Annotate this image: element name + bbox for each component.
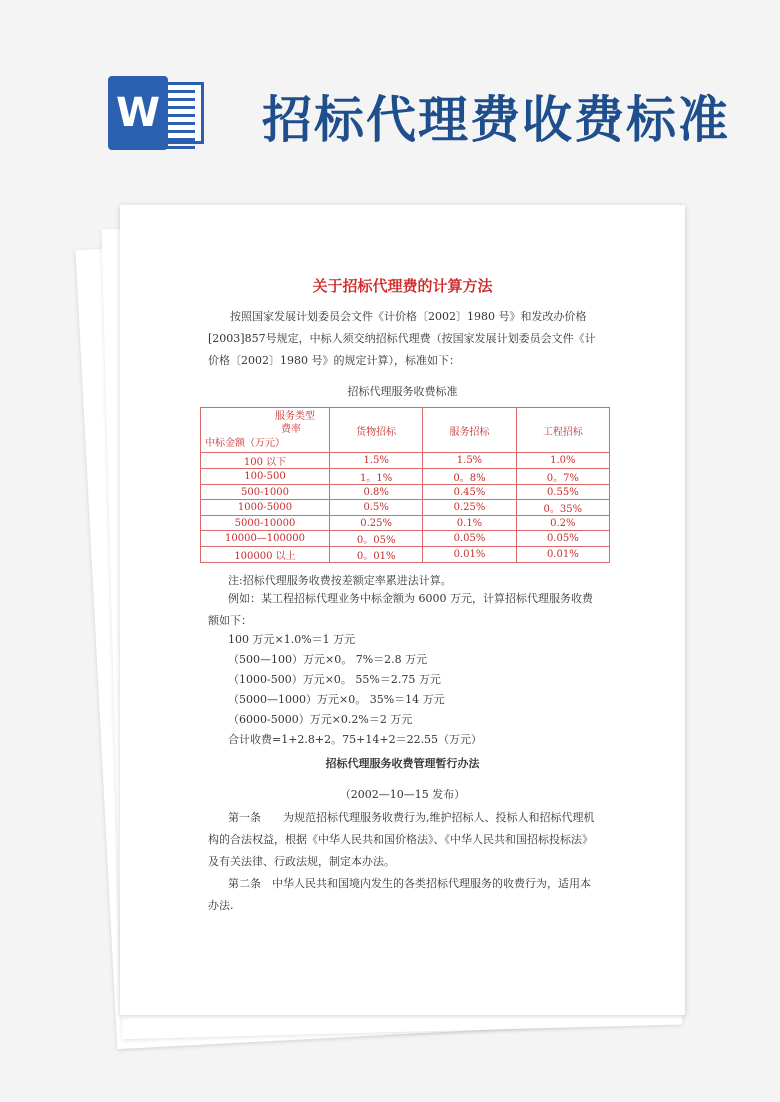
intro-line: 价格〔2002〕1980 号》的规定计算），标准如下： [208,354,460,367]
word-document-icon [108,68,208,156]
article-line: 办法. [208,899,234,912]
corner-rate: 费率 [281,424,301,435]
rate-cell: 0.05% [423,531,516,547]
table-row [201,500,610,516]
rate-cell: 0。7% [516,469,609,485]
section-date: （2002—10—15 发布） [339,788,466,801]
calc-line: （6000-5000）万元×0.2%＝2 万元 [228,713,413,726]
rate-cell: 0.25% [330,516,423,531]
calc-line: （1000-500）万元×0。 55%＝2.75 万元 [228,673,441,686]
range-cell: 5000-10000 [201,516,330,531]
intro-line: 按照国家发展计划委员会文件《计价格〔2002〕1980 号》和发改办价格 [230,310,587,323]
word-logo-letter: W [108,76,168,150]
rate-cell: 0.8% [330,485,423,500]
table-row [201,469,610,485]
table-row [201,516,610,531]
rate-cell: 0.5% [330,500,423,516]
article-line: 第一条 为规范招标代理服务收费行为,维护招标人、投标人和招标代理机 [228,811,595,824]
rate-cell: 0.01% [516,547,609,563]
table-row [201,485,610,500]
article-line: 第二条 中华人民共和国境内发生的各类招标代理服务的收费行为，适用本 [228,877,591,890]
rate-cell: 0.2% [516,516,609,531]
article-line: 及有关法律、行政法规，制定本办法。 [208,855,395,868]
section-title: 招标代理服务收费管理暂行办法 [325,757,480,770]
range-cell: 100000 以上 [201,547,330,563]
rate-cell: 0.01% [423,547,516,563]
table-caption: 招标代理服务收费标准 [347,385,458,398]
document-title: 关于招标代理费的计算方法 [312,277,493,295]
example-line: 额如下： [208,614,252,627]
corner-service-type: 服务类型 [275,411,315,422]
corner-cell [201,408,330,453]
rate-cell: 0.25% [423,500,516,516]
table-row [201,547,610,563]
table-header-row [201,408,610,453]
fee-table [200,407,610,563]
rate-cell: 1。1% [330,469,423,485]
rate-cell: 0。05% [330,531,423,547]
range-cell: 10000—100000 [201,531,330,547]
table-row [201,531,610,547]
column-header: 货物招标 [330,408,423,453]
rate-cell: 1.0% [516,453,609,469]
table-row [201,453,610,469]
range-cell: 100-500 [201,469,330,485]
range-cell: 1000-5000 [201,500,330,516]
range-cell: 500-1000 [201,485,330,500]
example-line: 例如：某工程招标代理业务中标金额为 6000 万元，计算招标代理服务收费 [228,592,593,605]
table-note: 注:招标代理服务收费按差额定率累进法计算。 [228,574,452,587]
page-title: 招标代理费收费标准 [262,90,730,149]
rate-cell: 0。8% [423,469,516,485]
range-cell: 100 以下 [201,453,330,469]
rate-cell: 0。35% [516,500,609,516]
rate-cell: 0.55% [516,485,609,500]
rate-cell: 0.45% [423,485,516,500]
article-line: 构的合法权益，根据《中华人民共和国价格法》、《中华人民共和国招标投标法》 [208,833,593,846]
calc-line: （500—100）万元×0。 7%＝2.8 万元 [228,653,428,666]
calc-line: 100 万元×1.0%＝1 万元 [228,633,356,646]
rate-cell: 0.05% [516,531,609,547]
rate-cell: 0.1% [423,516,516,531]
header [0,0,780,190]
corner-amount: 中标金额（万元） [205,438,285,449]
column-header: 服务招标 [423,408,516,453]
intro-line: [2003]857号规定，中标人须交纳招标代理费（按国家发展计划委员会文件《计 [208,332,596,345]
rate-cell: 1.5% [423,453,516,469]
column-header: 工程招标 [516,408,609,453]
rate-cell: 1.5% [330,453,423,469]
calc-total: 合计收费=1+2.8+2。75+14+2＝22.55（万元） [228,733,483,746]
rate-cell: 0。01% [330,547,423,563]
calc-line: （5000—1000）万元×0。 35%＝14 万元 [228,693,445,706]
